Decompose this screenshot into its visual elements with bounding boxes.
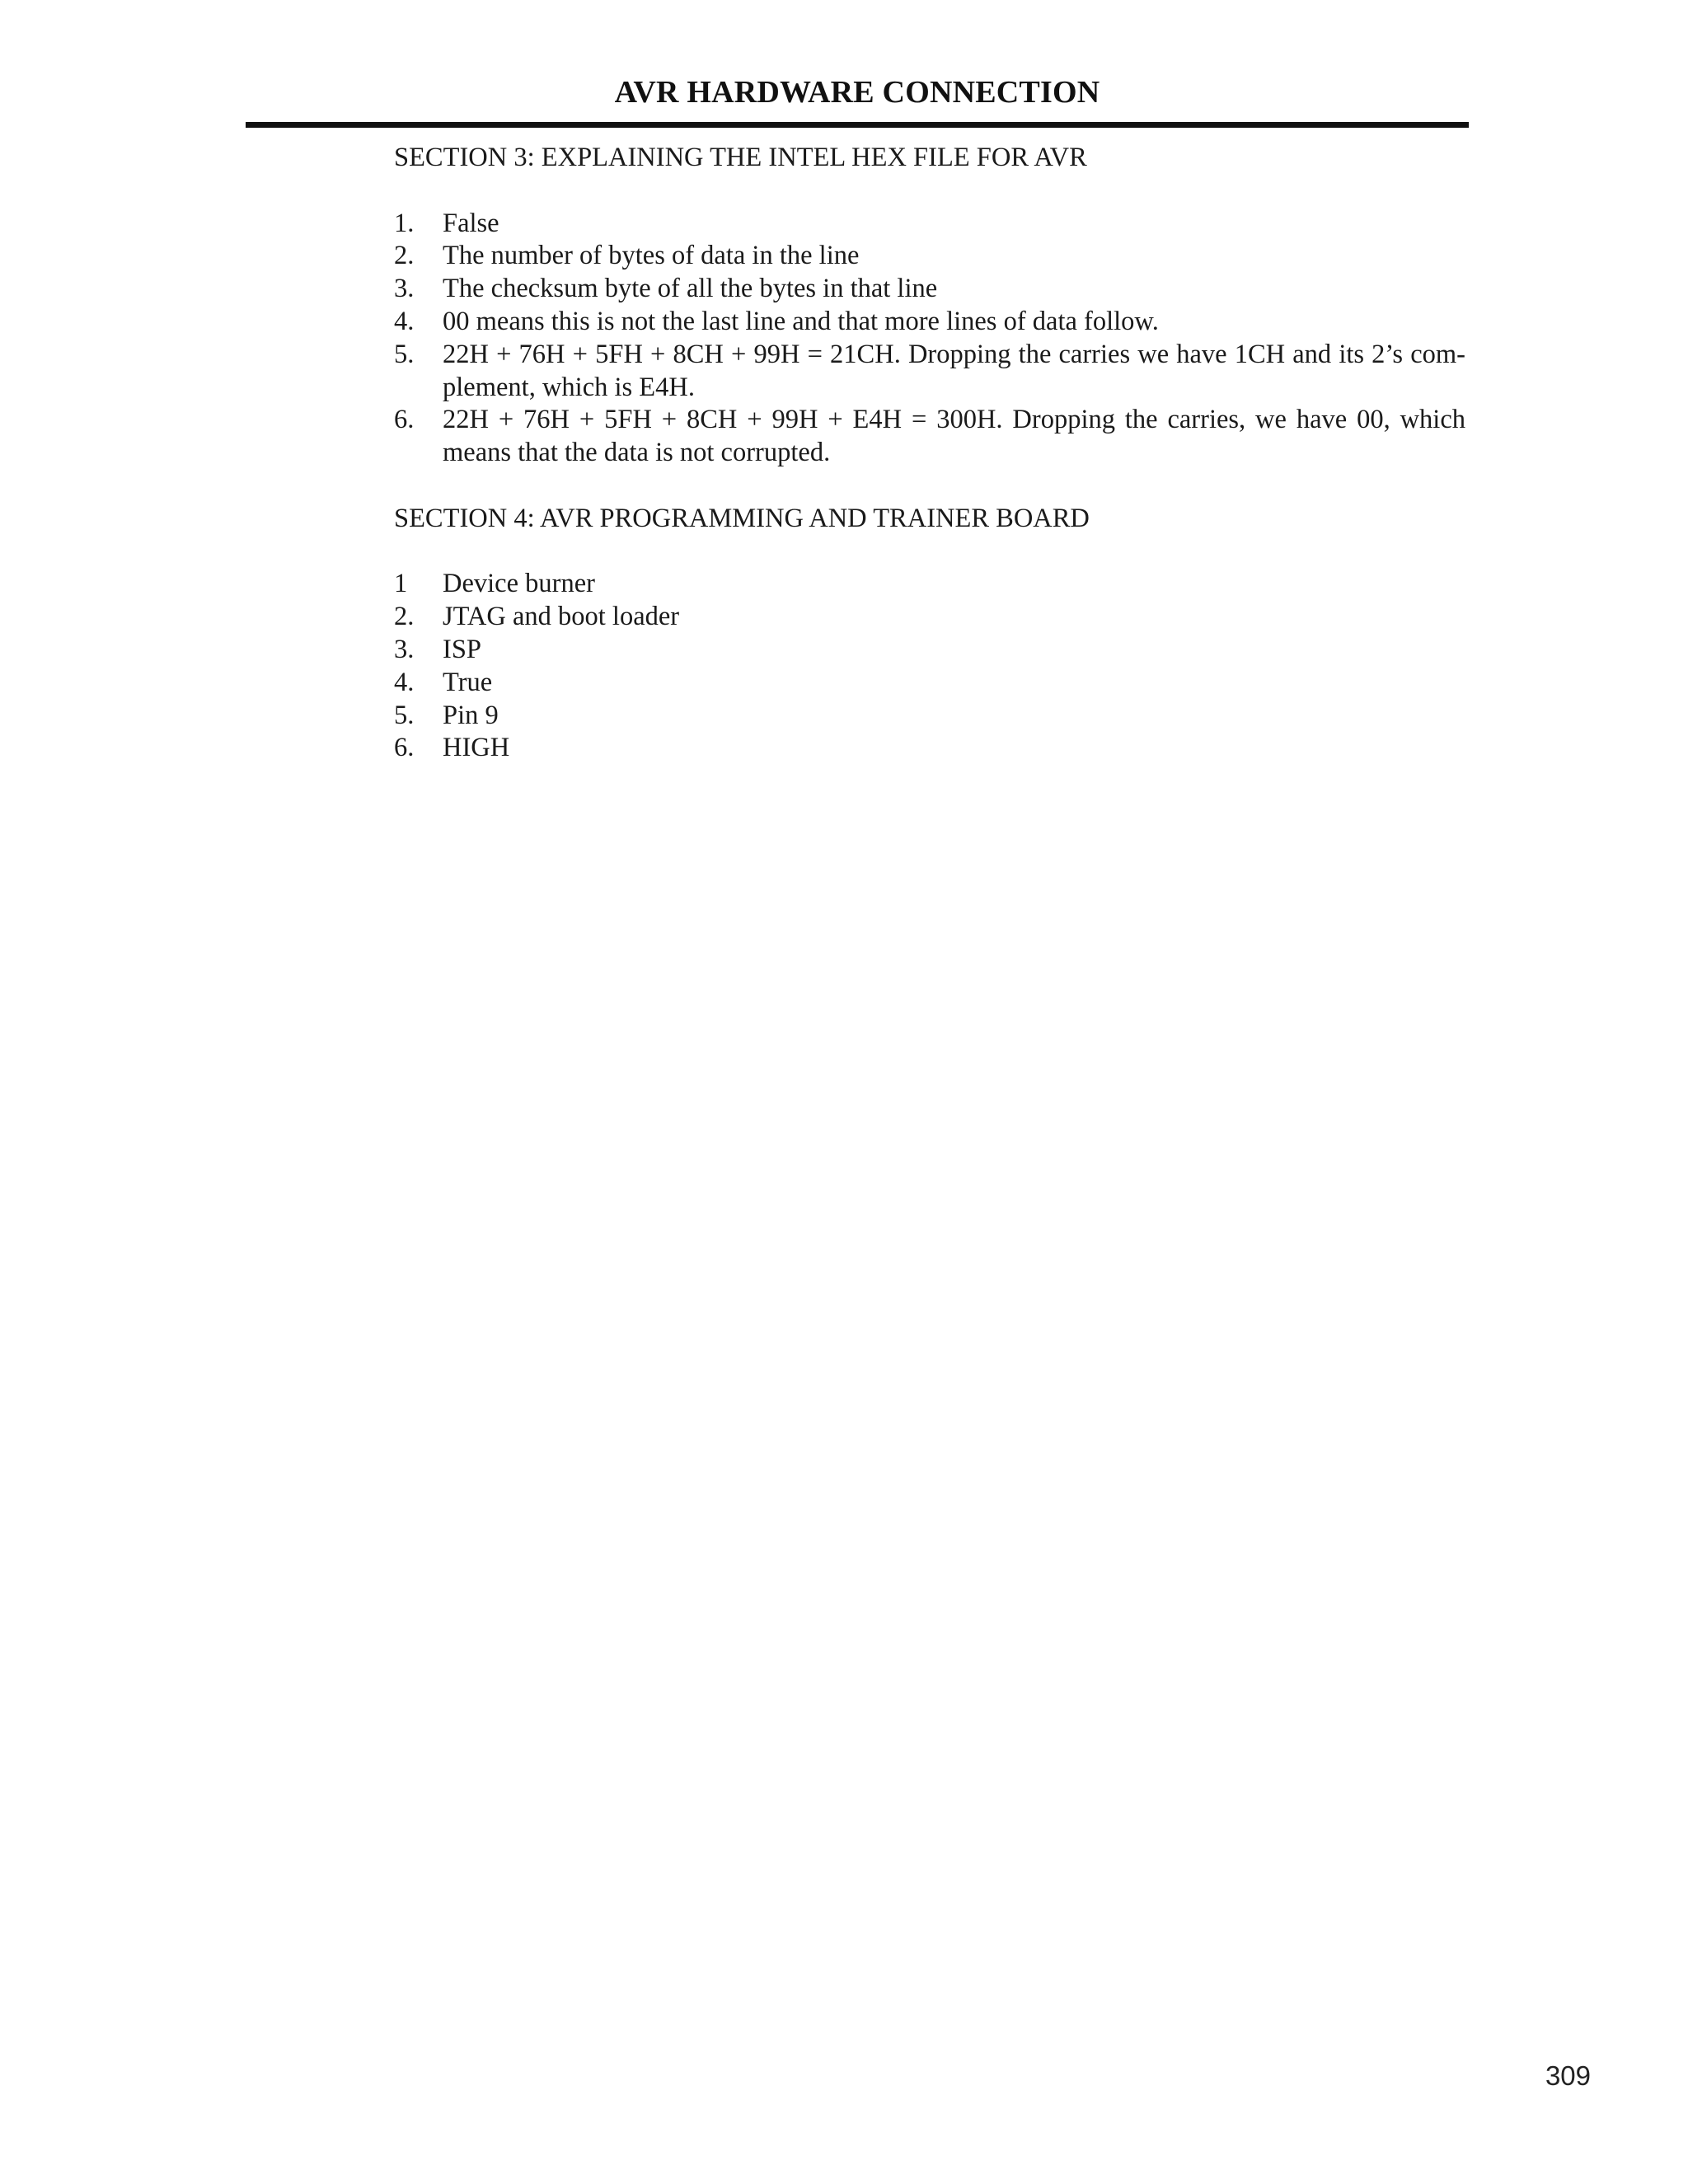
page-number: 309 <box>1545 2060 1591 2091</box>
item-text: JTAG and boot loader <box>443 602 680 632</box>
item-text: True <box>443 667 493 697</box>
list-item <box>394 634 1465 667</box>
list-item <box>394 667 1465 700</box>
item-text: The number of bytes of data in the line <box>443 241 860 271</box>
list-item <box>394 240 1465 273</box>
item-number: 6. <box>394 405 415 435</box>
list-item <box>394 700 1465 733</box>
item-number: 6. <box>394 733 415 763</box>
section-3-answer-list <box>394 208 1465 470</box>
item-number: 2. <box>394 602 415 632</box>
item-number: 3. <box>394 634 415 664</box>
list-item <box>394 601 1465 634</box>
item-number: 4. <box>394 667 415 697</box>
item-text: Device burner <box>443 569 595 599</box>
section-3-heading: SECTION 3: EXPLAINING THE INTEL HEX FILE FOR AVR <box>394 143 1087 172</box>
list-item <box>394 208 1465 241</box>
section-4-answer-list <box>394 568 1465 765</box>
item-number: 5. <box>394 700 415 730</box>
section-4-heading: SECTION 4: AVR PROGRAMMING AND TRAINER BOARD <box>394 503 1090 533</box>
item-number: 2. <box>394 241 415 271</box>
item-number: 3. <box>394 274 415 304</box>
item-text: HIGH <box>443 733 510 763</box>
page-content <box>394 142 1465 798</box>
list-item <box>394 732 1465 765</box>
list-item <box>394 568 1465 601</box>
item-text: The checksum byte of all the bytes in that line <box>443 274 938 304</box>
item-text: 22H + 76H + 5FH + 8CH + 99H = 21CH. Dropping the carries we have 1CH and its 2’s complement, which is E4H. <box>443 339 1465 402</box>
item-text: False <box>443 208 499 238</box>
item-number: 5. <box>394 339 415 369</box>
item-text: 00 means this is not the last line and that more lines of data follow. <box>443 306 1159 336</box>
item-number: 4. <box>394 306 415 336</box>
item-text: 22H + 76H + 5FH + 8CH + 99H + E4H = 300H. Dropping the carries, we have 00, which means that the data is not corrupted. <box>443 405 1465 468</box>
item-number: 1 <box>394 569 408 599</box>
item-text: ISP <box>443 634 481 664</box>
list-item <box>394 404 1465 470</box>
list-item <box>394 339 1465 405</box>
item-text: Pin 9 <box>443 700 499 730</box>
item-number: 1. <box>394 208 415 238</box>
running-head: AVR HARDWARE CONNECTION <box>614 75 1100 110</box>
list-item <box>394 273 1465 306</box>
header-rule <box>246 122 1469 128</box>
list-item <box>394 306 1465 339</box>
